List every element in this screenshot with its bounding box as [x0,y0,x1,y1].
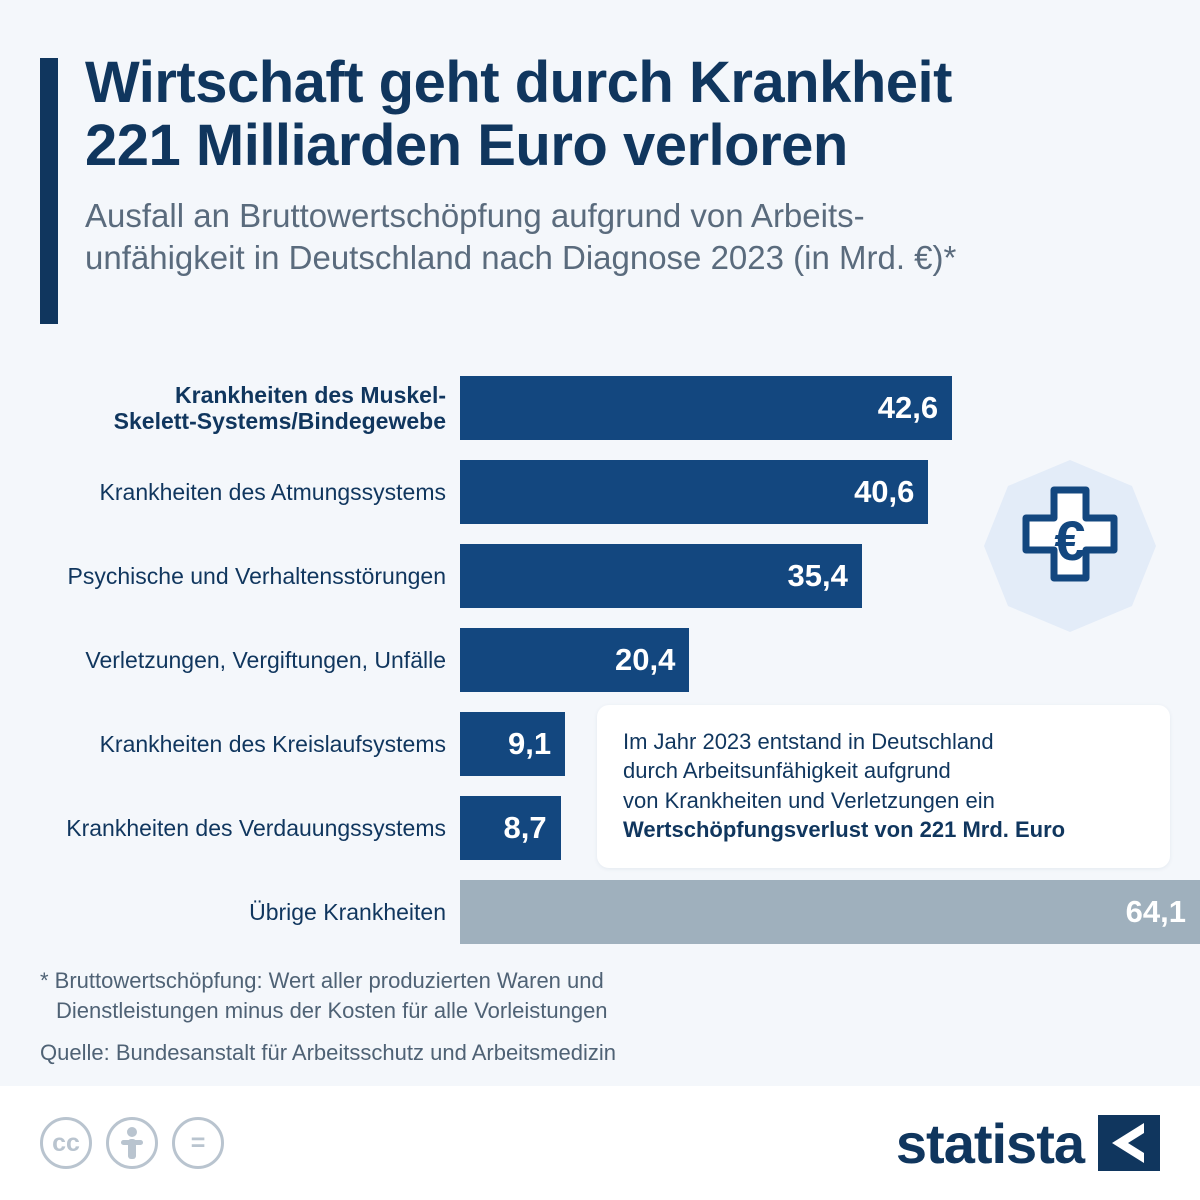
bar-label-line-1: Verletzungen, Vergiftungen, Unfälle [85,646,446,673]
footer [0,1086,1200,1200]
bar-label-line-1: Krankheiten des Kreislaufsystems [99,730,446,757]
bar-value-label: 40,6 [854,474,915,509]
callout-line-3: von Krankheiten und Verletzungen ein [623,787,995,813]
bar-value [460,712,565,776]
page-subtitle-line-2: unfähigkeit in Deutschland nach Diagnose 2023 (in Mrd. €)* [85,239,957,277]
footnote-line-2: Dienstleistungen minus der Kosten für alle Vorleistungen [56,997,608,1023]
bar-label [0,479,460,505]
bar-value-label: 42,6 [877,390,939,425]
statista-logo [896,1111,1160,1176]
bar-value-label: 20,4 [615,642,676,677]
page-subtitle [85,195,1160,279]
bar-label [0,731,460,757]
bar-value [460,796,561,860]
bar-label [0,647,460,673]
callout-line-2: durch Arbeitsunfähigkeit aufgrund [623,758,951,784]
footnote-line-1: * Bruttowertschöpfung: Wert aller produzierten Waren und [40,968,604,993]
creative-commons-icons [40,1117,224,1169]
callout-box [597,705,1170,868]
table-row [0,366,1200,450]
callout-line-1: Im Jahr 2023 entstand in Deutschland [623,729,994,754]
bar-chart [0,348,1200,948]
header-accent-bar [40,58,58,324]
cc-nd-equals-icon: = [172,1117,224,1169]
bar-value [460,376,952,440]
bar-value [460,628,689,692]
statista-mark-icon [1098,1115,1160,1171]
cc-icon: cc [40,1117,92,1169]
bar-value-label: 8,7 [503,810,547,845]
callout-line-4: Wertschöpfungsverlust von 221 Mrd. Euro [623,816,1066,842]
bar-value [460,880,1200,944]
bar-label-line-1: Krankheiten des Muskel- [175,381,446,408]
footnotes [0,948,1200,1086]
statista-wordmark: statista [895,1111,1084,1175]
page-title-line-1: Wirtschaft geht durch Krankheit [85,50,952,115]
bar-track [460,366,1200,450]
bar-value-label: 9,1 [507,726,552,761]
bar-track [460,870,1200,954]
bar-label [0,815,460,841]
bar-label-line-1: Psychische und Verhaltensstörungen [67,562,446,589]
bar-label [0,563,460,589]
bar-label [0,899,460,925]
euro-cross-icon [980,456,1160,636]
bar-label [0,382,460,435]
page-subtitle-line-1: Ausfall an Bruttowertschöpfung aufgrund von Arbeits- [85,197,865,235]
bar-label-line-1: Krankheiten des Atmungssystems [99,478,446,505]
svg-text:€: € [1054,509,1086,572]
header [0,0,1200,348]
bar-label-line-1: Krankheiten des Verdauungssystems [66,814,446,841]
bar-value [460,460,928,524]
bar-value [460,544,862,608]
bar-label-line-1: Übrige Krankheiten [249,898,446,925]
table-row [0,870,1200,954]
page-title-line-2: 221 Milliarden Euro verloren [85,112,848,178]
source-note: Quelle: Bundesanstalt für Arbeitsschutz und Arbeitsmedizin [40,1039,616,1065]
page-title [85,52,1160,177]
bar-value-label: 35,4 [787,558,848,593]
bar-value-label: 64,1 [1125,894,1186,929]
header-text [85,52,1160,280]
bar-label-line-2: Skelett-Systems/Bindegewebe [113,408,446,434]
cc-by-person-icon [106,1117,158,1169]
